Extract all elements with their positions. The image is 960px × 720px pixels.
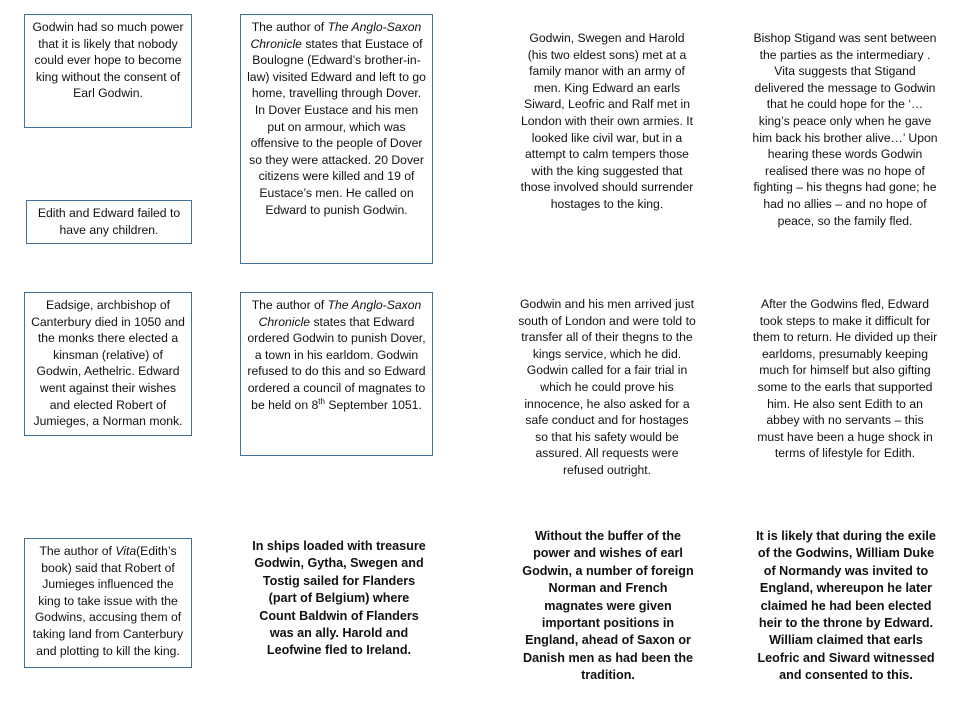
- card-text: The author of The Anglo-Saxon Chronicle states that Eustace of Boulogne (Edward’s brother-in-law) visited Edward and left to go home, travelling through Dover. In Dover Eustace and his men put on armour, which was offensive to the people of Dover so they were attacked. 20 Dover citizens were killed and 19 of Eustace’s men. He called on Edward to punish Godwin.: [247, 20, 426, 217]
- card-text: In ships loaded with treasure Godwin, Gytha, Swegen and Tostig sailed for Flanders (part of Belgium) where Count Baldwin of Flanders was an ally. Harold and Leofwine fled to Ireland.: [252, 539, 426, 658]
- card-bishop-stigand: [746, 26, 944, 266]
- card-foreign-magnates: [514, 524, 702, 686]
- card-text: The author of Vita(Edith’s book) said that Robert of Jumieges influenced the king to take issue with the Godwins, accusing them of taking land from Canterbury and plotting to kill the king.: [32, 544, 184, 658]
- card-text: It is likely that during the exile of the Godwins, William Duke of Normandy was invited to England, whereupon he later claimed he had been elected heir to the throne by Edward. William claimed that earls Leofric and Siward witnessed and consented to this.: [756, 529, 936, 682]
- source-title: Vita: [115, 544, 137, 558]
- card-eustace-dover: [240, 14, 433, 264]
- card-text: Eadsige, archbishop of Canterbury died in 1050 and the monks there elected a kinsman (relative) of Godwin, Aethelric. Edward went against their wishes and elected Robert of Jumieges, a Norman monk.: [31, 298, 185, 429]
- card-text: The author of The Anglo-Saxon Chronicle states that Edward ordered Godwin to punish Dover, a town in his earldom. Godwin refused to do this and so Edward ordered a council of magnates to be held on 8th September 1051.: [247, 298, 426, 412]
- card-punish-dover: [240, 292, 433, 456]
- source-title: The Anglo-Saxon Chronicle: [258, 298, 422, 329]
- card-text: Bishop Stigand was sent between the parties as the intermediary . Vita suggests that Stigand delivered the message to Godwin that he could hope for the ‘…king’s peace only when he gave him back his brother alive…’ Upon hearing these words Godwin realised there was no hope of fighting – his thegns had gone; he had no allies – and no hope of peace, so the family fled.: [752, 31, 938, 228]
- card-eadsige: [24, 292, 192, 436]
- card-family-manor: [512, 26, 702, 236]
- card-text: Without the buffer of the power and wishes of earl Godwin, a number of foreign Norman and French magnates were given important positions in England, ahead of Saxon or Danish men as had been the tradition.: [522, 529, 694, 682]
- card-text: Godwin and his men arrived just south of London and were told to transfer all of their thegns to the kings service, which he did. Godwin called for a fair trial in which he could prove his innocence, he also asked for a safe conduct and for hostages so that his safety would be assured. All requests were refused outright.: [518, 297, 696, 477]
- card-after-fled: [746, 292, 944, 482]
- source-title: The Anglo-Saxon Chronicle: [250, 20, 422, 51]
- card-vita-robert: [24, 538, 192, 668]
- card-text: Godwin had so much power that it is likely that nobody could ever hope to become king without the consent of Earl Godwin.: [32, 20, 184, 101]
- card-william-normandy: [748, 524, 944, 706]
- card-text: Edith and Edward failed to have any children.: [37, 206, 181, 237]
- card-godwin-power: [24, 14, 192, 128]
- card-text: After the Godwins fled, Edward took steps to make it difficult for them to return. He divided up their earldoms, presumably keeping much for himself but also gifting some to the earls that supported him. He also sent Edith to an abbey with no servants – this must have been a huge shock in terms of lifestyle for Edith.: [752, 297, 938, 461]
- card-arrived-london: [512, 292, 702, 502]
- card-ships-flanders: [246, 534, 432, 680]
- card-no-children: [26, 200, 192, 244]
- card-text: Godwin, Swegen and Harold (his two eldest sons) met at a family manor with an army of men. King Edward an earls Siward, Leofric and Ralf met in London with their own armies. It looked like civil war, but in a attempt to calm tempers those with the king suggested that those involved should surrender hostages to the king.: [520, 31, 694, 211]
